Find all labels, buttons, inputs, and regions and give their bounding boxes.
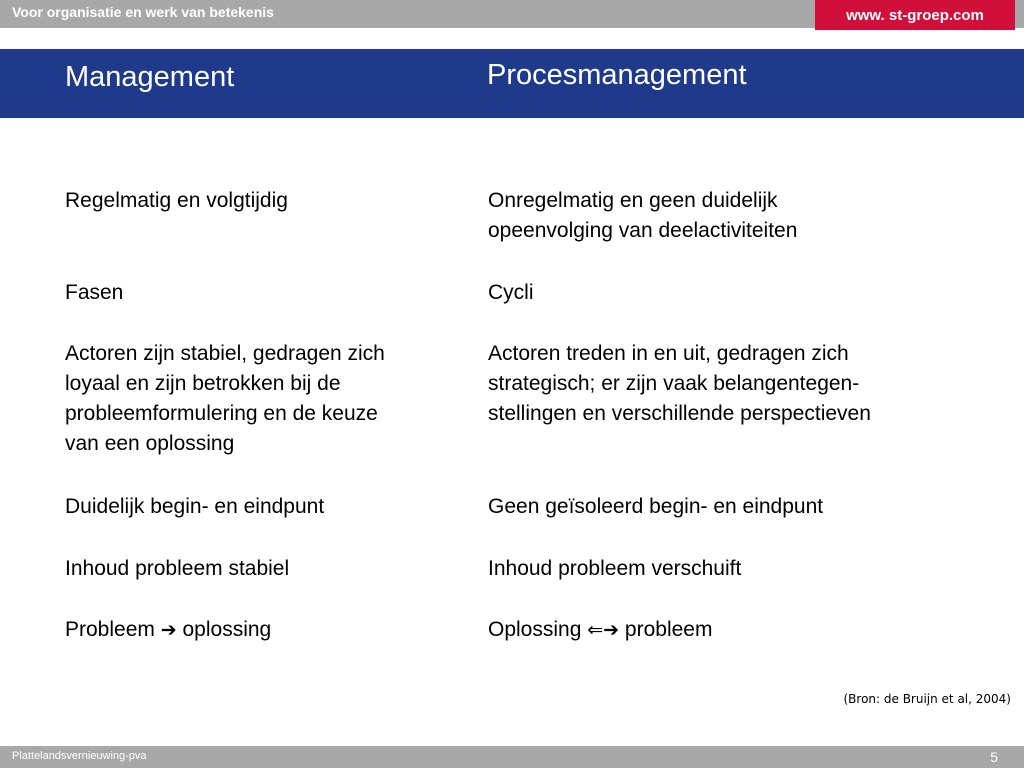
text-line: stellingen en verschillende perspectieven — [488, 402, 871, 425]
text-line: probleemformulering en de keuze — [65, 402, 378, 425]
left-cell-4 — [65, 554, 465, 584]
right-cell-0 — [488, 186, 988, 246]
right-cell-3 — [488, 492, 988, 522]
arrow-both-icon: ⇐➔ — [587, 620, 620, 641]
column-title-procesmanagement: Procesmanagement — [487, 59, 747, 91]
footer-bar — [0, 746, 1024, 768]
text-line: strategisch; er zijn vaak belangentegen- — [488, 372, 860, 395]
text-line: Regelmatig en volgtijdig — [65, 189, 288, 212]
text-line: Geen geïsoleerd begin- en eindpunt — [488, 495, 824, 518]
text-line: Actoren zijn stabiel, gedragen zich — [65, 342, 385, 365]
footer-label: Plattelandsvernieuwing-pva — [12, 750, 147, 762]
text-line: Inhoud probleem verschuift — [488, 557, 742, 580]
text-line: Onregelmatig en geen duidelijk — [488, 189, 778, 212]
column-title-management: Management — [65, 61, 235, 93]
text-line: Fasen — [65, 281, 124, 304]
solution-word: Oplossing — [488, 618, 582, 641]
source-citation: (Bron: de Bruijn et al, 2004) — [843, 692, 1011, 706]
text-line: Cycli — [488, 281, 534, 304]
solution-word: oplossing — [182, 618, 272, 641]
text-line: Inhoud probleem stabiel — [65, 557, 290, 580]
text-line: Duidelijk begin- en eindpunt — [65, 495, 325, 518]
left-cell-2 — [65, 339, 465, 459]
right-cell-1 — [488, 278, 988, 308]
left-cell-0 — [65, 186, 465, 216]
left-cell-3 — [65, 492, 465, 522]
problem-word: Probleem — [65, 618, 155, 641]
text-line: opeenvolging van deelactiviteiten — [488, 219, 798, 242]
text-line: van een oplossing — [65, 432, 235, 455]
tagline: Voor organisatie en werk van betekenis — [12, 4, 274, 20]
title-bar — [0, 49, 1024, 118]
page-number: 5 — [990, 749, 998, 765]
right-cell-5 — [488, 615, 988, 646]
text-line: Actoren treden in en uit, gedragen zich — [488, 342, 849, 365]
right-cell-2 — [488, 339, 988, 429]
left-cell-5 — [65, 615, 465, 646]
right-cell-4 — [488, 554, 988, 584]
left-cell-1 — [65, 278, 465, 308]
website-link[interactable]: www. st-groep.com — [815, 0, 1015, 30]
arrow-right-icon: ➔ — [160, 620, 177, 641]
problem-word: probleem — [624, 618, 713, 641]
text-line: loyaal en zijn betrokken bij de — [65, 372, 341, 395]
